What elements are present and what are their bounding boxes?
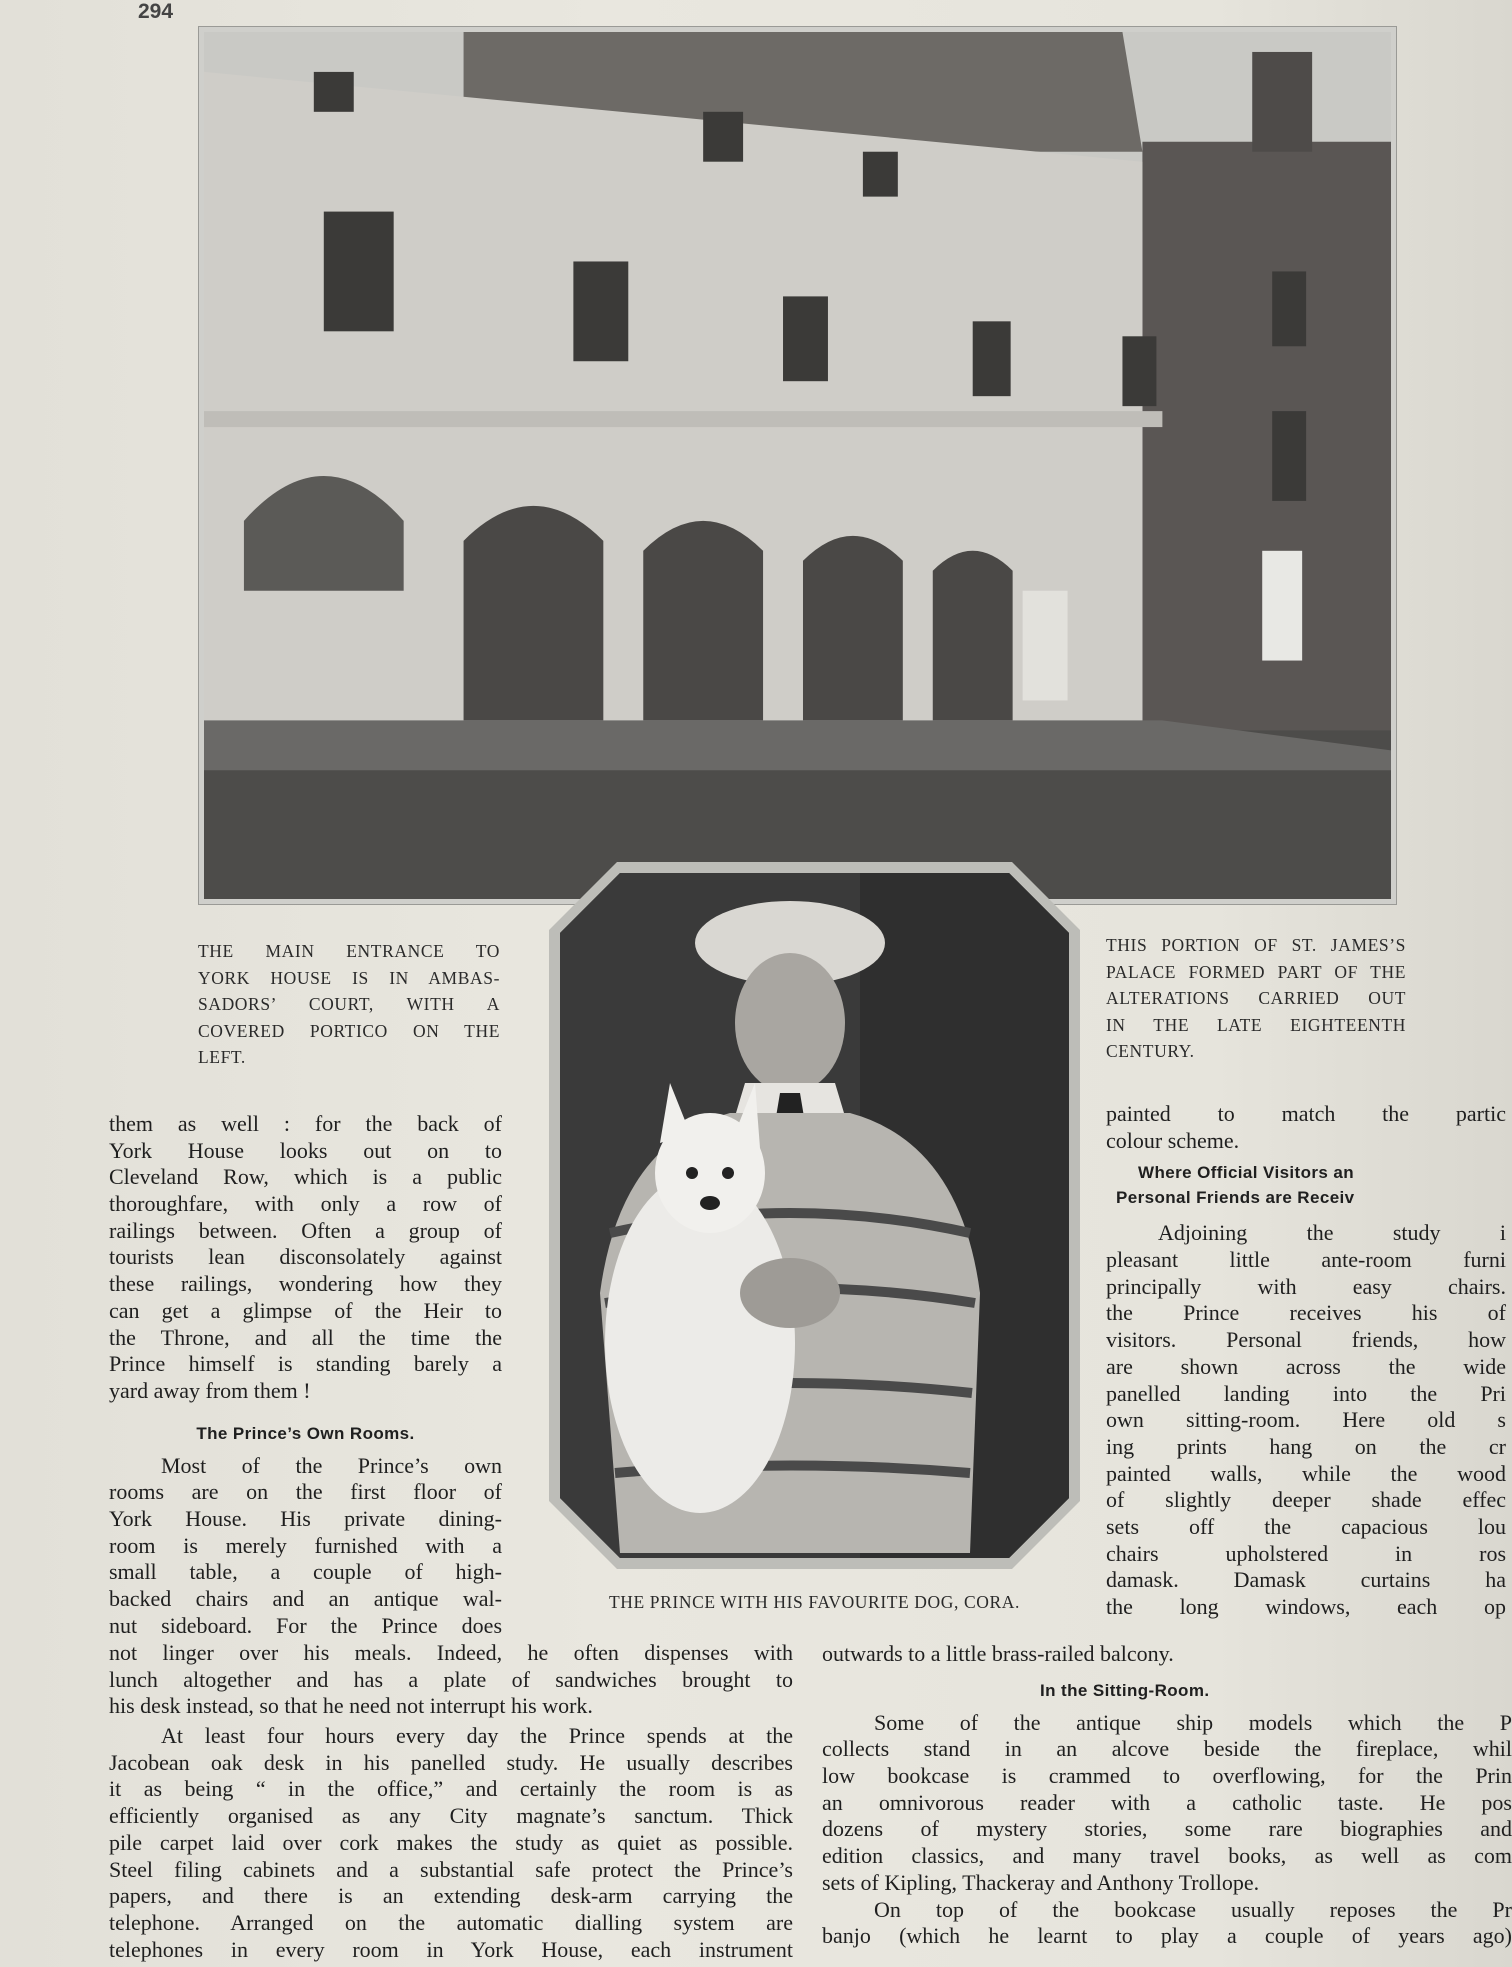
bottom-left-column xyxy=(109,1640,793,1963)
text-line: York House. His private dining- xyxy=(109,1505,502,1531)
paragraph xyxy=(822,1710,1512,1897)
text-line: telephone. Arranged on the automatic dialling system are xyxy=(109,1909,793,1935)
text-line: sets off the capacious lou xyxy=(1106,1513,1506,1539)
text-line: tourists lean disconsolately against xyxy=(109,1244,502,1270)
caption-line: YORK HOUSE IS IN AMBAS- xyxy=(198,967,500,988)
text-line: banjo (which he learnt to play a couple of years ago) xyxy=(822,1923,1512,1949)
text-line: backed chairs and an antique wal- xyxy=(109,1586,502,1611)
text-line: collects stand in an alcove beside the fireplace, whil xyxy=(822,1736,1512,1762)
text-line: yard away from them ! xyxy=(109,1377,311,1403)
text-line: low bookcase is crammed to overflowing, for the Prin xyxy=(822,1763,1512,1789)
text-line: lunch altogether and has a plate of sandwiches brought to xyxy=(109,1666,793,1692)
text-line: edition classics, and many travel books, as well as com xyxy=(822,1843,1512,1869)
text-line: are shown across the wide xyxy=(1106,1353,1506,1379)
text-line: can get a glimpse of the Heir to xyxy=(109,1297,502,1323)
prince-portrait-image xyxy=(560,873,1069,1558)
text-line: pleasant little ante-room furni xyxy=(1106,1247,1506,1273)
text-line: Adjoining the study i xyxy=(1158,1220,1506,1246)
paragraph xyxy=(109,1723,793,1963)
text-line: dozens of mystery stories, some rare biographies and xyxy=(822,1816,1512,1842)
page-number: 294 xyxy=(138,0,174,23)
text-line: damask. Damask curtains ha xyxy=(1106,1567,1506,1593)
caption-line: COVERED PORTICO ON THE xyxy=(198,1020,500,1041)
section-heading-princes-own-rooms: The Prince’s Own Rooms. xyxy=(196,1423,415,1443)
text-line: own sitting-room. Here old s xyxy=(1106,1407,1506,1433)
text-line: thoroughfare, with only a row of xyxy=(109,1191,502,1217)
text-line: chairs upholstered in ros xyxy=(1106,1540,1506,1566)
right-column xyxy=(1106,1101,1506,1621)
text-line: At least four hours every day the Prince spends at the xyxy=(161,1723,793,1749)
text-line: outwards to a little brass-railed balcony. xyxy=(822,1641,1174,1666)
prince-portrait-frame xyxy=(549,862,1080,1569)
bottom-right-column xyxy=(822,1641,1512,1950)
caption-line: PALACE FORMED PART OF THE xyxy=(1106,961,1406,982)
text-line: it as being “ in the office,” and certainly the room is as xyxy=(109,1776,793,1802)
text-line: railings between. Often a group of xyxy=(109,1217,502,1243)
prince-with-dog-photo xyxy=(560,873,1069,1558)
caption-main-entrance xyxy=(198,938,500,1071)
text-line: ing prints hang on the cr xyxy=(1106,1433,1506,1459)
paragraph xyxy=(822,1641,1512,1668)
caption-line: THE MAIN ENTRANCE TO xyxy=(198,941,500,961)
section-heading-sitting-room: In the Sitting-Room. xyxy=(1040,1680,1210,1700)
text-line: not linger over his meals. Indeed, he often dispenses with xyxy=(109,1640,793,1665)
text-line: them as well : for the back of xyxy=(109,1111,502,1136)
text-line: nut sideboard. For the Prince does xyxy=(109,1612,502,1638)
york-house-photo xyxy=(198,26,1397,905)
text-line: panelled landing into the Pri xyxy=(1106,1380,1506,1406)
caption-st-james-palace xyxy=(1106,932,1406,1065)
paragraph xyxy=(822,1897,1512,1950)
section-heading-official-visitors-line2: Personal Friends are Receiv xyxy=(1116,1188,1355,1208)
paragraph xyxy=(109,1640,793,1720)
paragraph xyxy=(1106,1220,1506,1620)
text-line: colour scheme. xyxy=(1106,1127,1240,1153)
text-line: pile carpet laid over cork makes the study as quiet as possible. xyxy=(109,1829,793,1855)
text-line: telephones in every room in York House, each instrument xyxy=(109,1936,793,1962)
text-line: his desk instead, so that he need not interrupt his work. xyxy=(109,1693,593,1719)
york-house-image xyxy=(204,32,1391,899)
paragraph xyxy=(109,1111,502,1405)
text-line: sets of Kipling, Thackeray and Anthony Trollope. xyxy=(822,1869,1260,1895)
text-line: York House looks out on to xyxy=(109,1137,502,1163)
caption-line: ALTERATIONS CARRIED OUT xyxy=(1106,988,1406,1008)
text-line: Most of the Prince’s own xyxy=(161,1452,502,1478)
text-line: room is merely furnished with a xyxy=(109,1532,502,1558)
text-line: the Prince receives his of xyxy=(1106,1300,1506,1326)
caption-line: IN THE LATE EIGHTEENTH xyxy=(1106,1014,1406,1035)
text-line: the long windows, each op xyxy=(1106,1594,1506,1619)
text-line: an omnivorous reader with a catholic taste. He pos xyxy=(822,1789,1512,1815)
text-line: efficiently organised as any City magnate’s sanctum. Thick xyxy=(109,1803,793,1829)
text-line: the Throne, and all the time the xyxy=(109,1324,502,1350)
text-line: of slightly deeper shade effec xyxy=(1106,1487,1506,1513)
text-line: visitors. Personal friends, how xyxy=(1106,1327,1506,1353)
caption-line: SADORS’ COURT, WITH A xyxy=(198,994,500,1014)
caption-line: CENTURY. xyxy=(1106,1041,1195,1061)
text-line: rooms are on the first floor of xyxy=(109,1479,502,1505)
text-line: Cleveland Row, which is a public xyxy=(109,1164,502,1190)
text-line: papers, and there is an extending desk-arm carrying the xyxy=(109,1883,793,1909)
text-line: Jacobean oak desk in his panelled study. He usually describes xyxy=(109,1749,793,1775)
caption-prince-with-dog: THE PRINCE WITH HIS FAVOURITE DOG, CORA. xyxy=(609,1592,1020,1612)
section-heading-official-visitors: Where Official Visitors an xyxy=(1138,1163,1355,1183)
text-line: painted to match the partic xyxy=(1106,1101,1506,1126)
text-line: principally with easy chairs. xyxy=(1106,1273,1506,1299)
text-line: Prince himself is standing barely a xyxy=(109,1351,502,1377)
text-line: Some of the antique ship models which the P xyxy=(874,1709,1512,1735)
caption-line: LEFT. xyxy=(198,1047,246,1067)
paragraph xyxy=(109,1453,502,1640)
text-line: small table, a couple of high- xyxy=(109,1559,502,1585)
left-column xyxy=(109,1111,502,1639)
paragraph xyxy=(1106,1101,1506,1154)
caption-line: THIS PORTION OF ST. JAMES’S xyxy=(1106,935,1406,955)
text-line: painted walls, while the wood xyxy=(1106,1460,1506,1486)
text-line: Steel filing cabinets and a substantial safe protect the Prince’s xyxy=(109,1856,793,1882)
text-line: On top of the bookcase usually reposes the Pr xyxy=(874,1896,1512,1922)
text-line: these railings, wondering how they xyxy=(109,1271,502,1297)
